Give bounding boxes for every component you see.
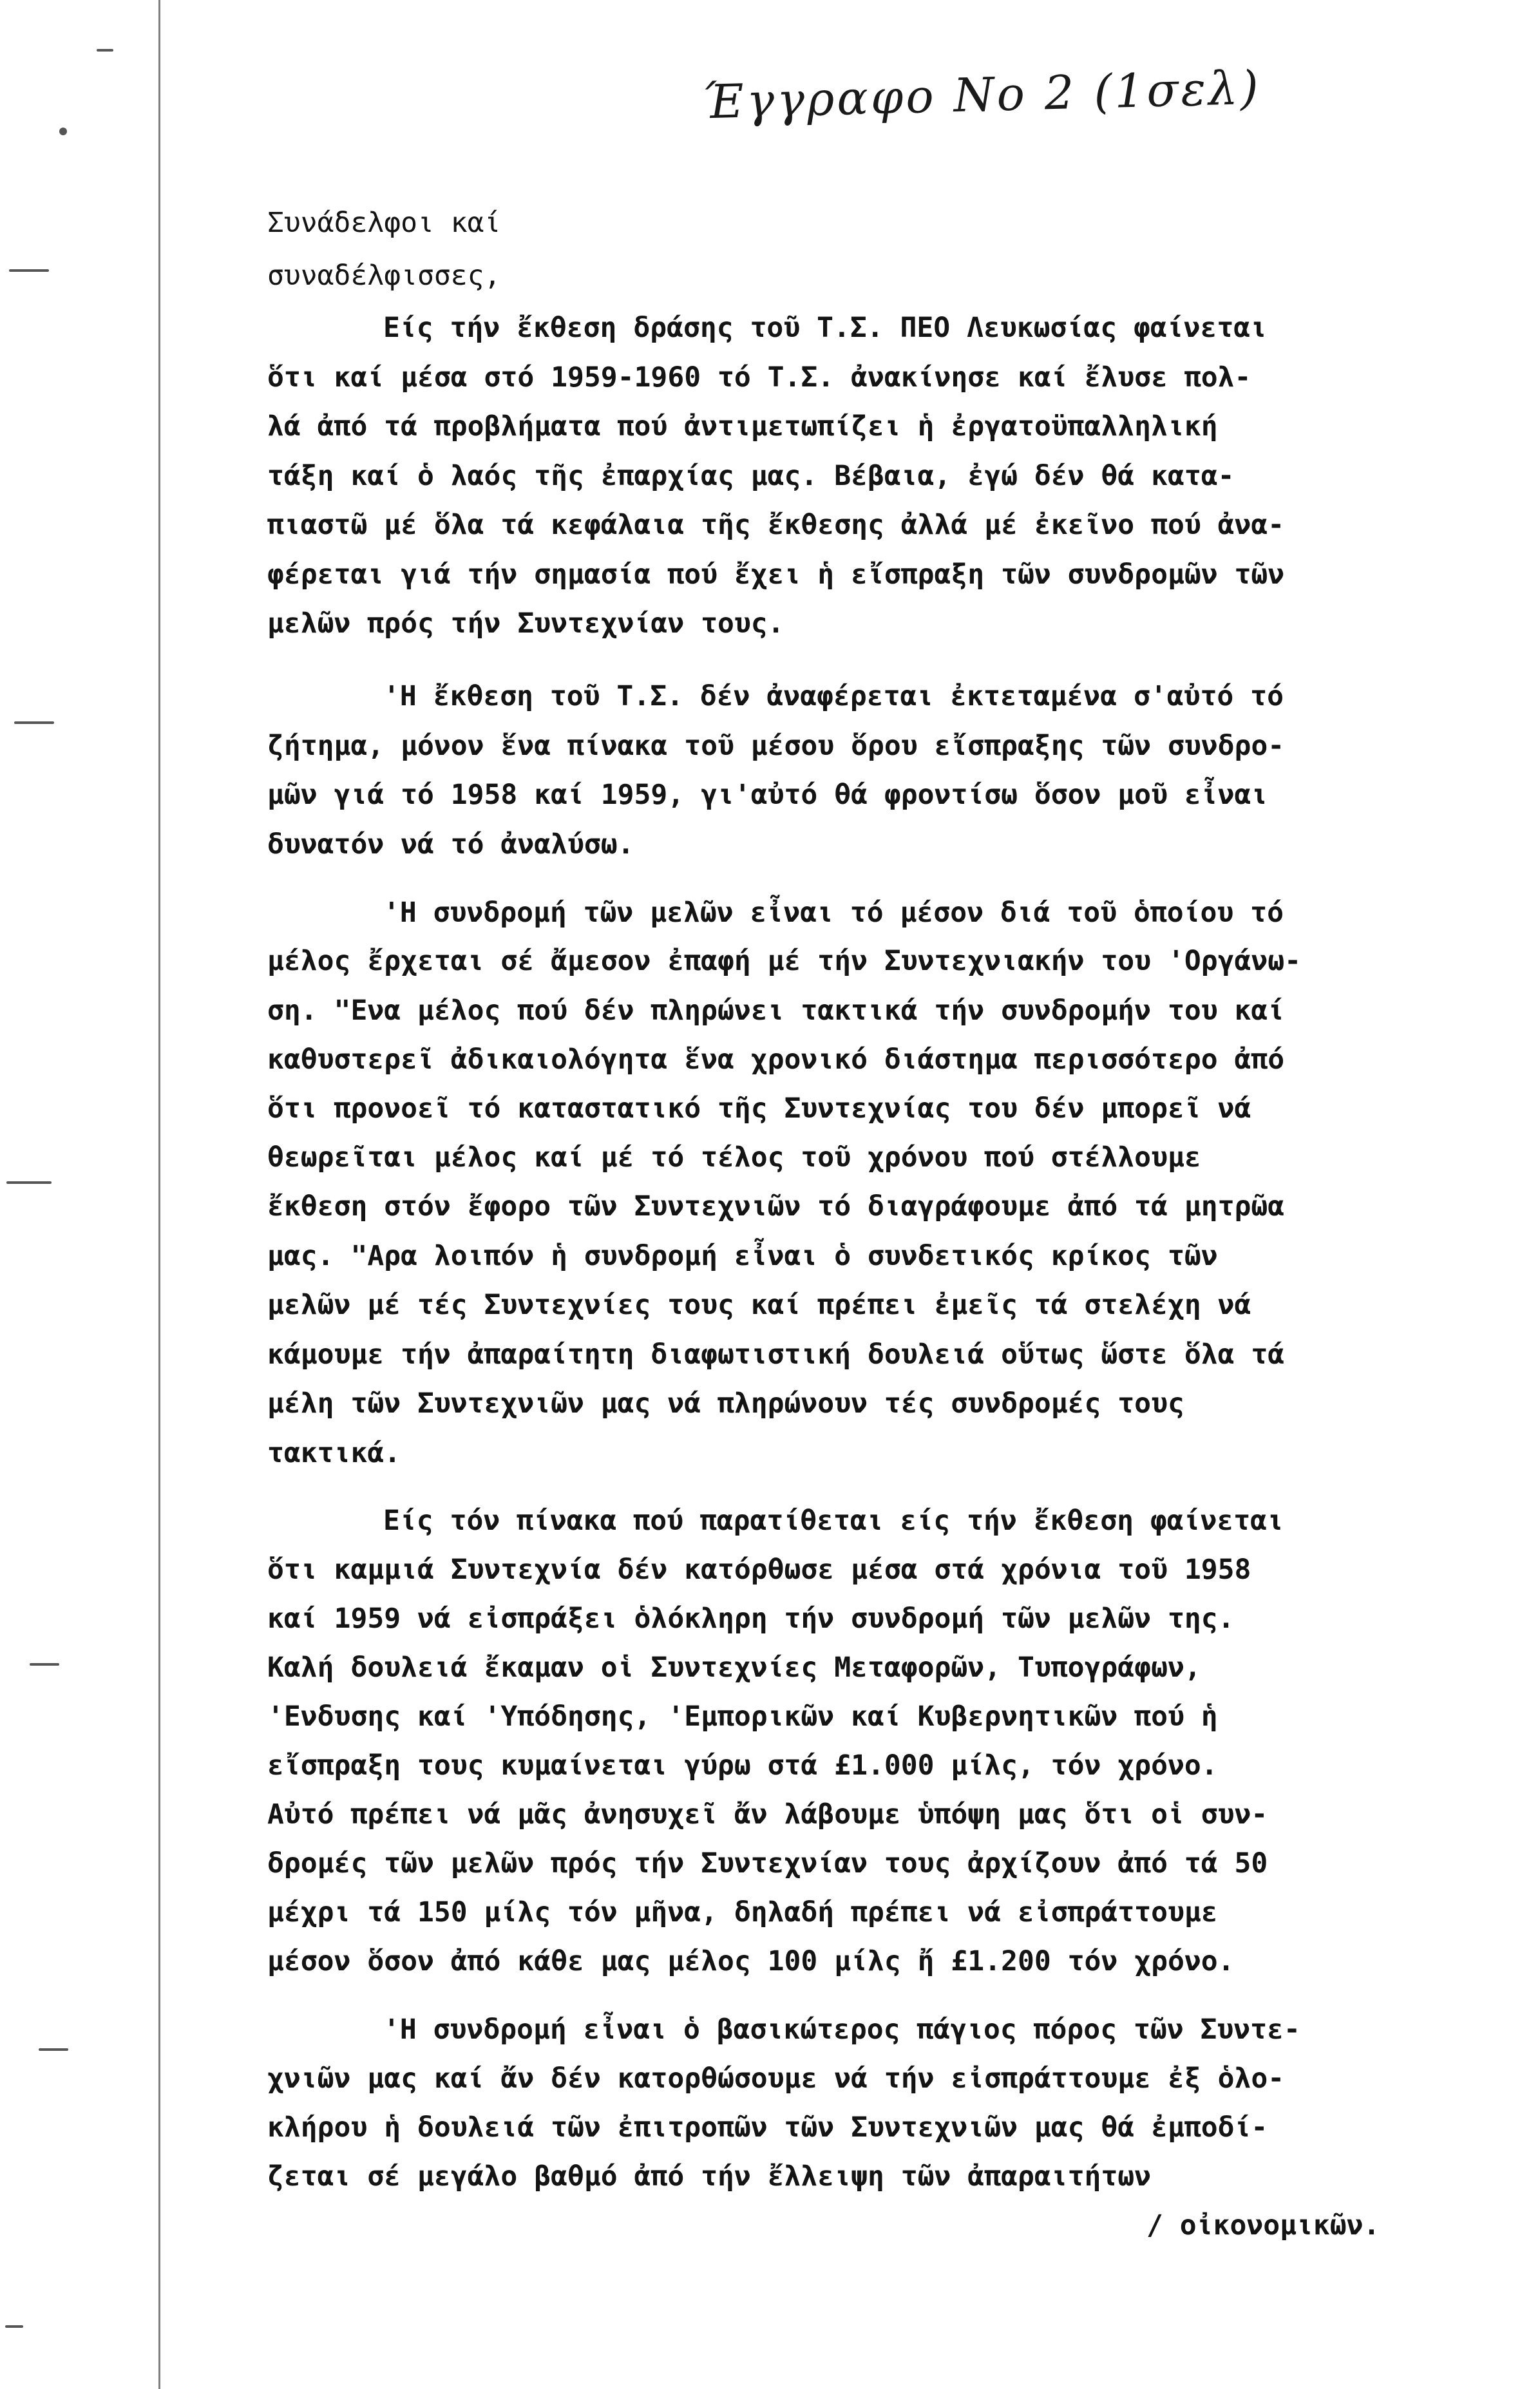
paragraph-line: Καλή δουλειά ἔκαμαν οἱ Συντεχνίες Μεταφορῶν, Τυπογράφων, — [267, 1651, 1201, 1684]
punch-mark — [6, 1181, 52, 1184]
paragraph-line: 'Η συνδρομή εἶναι ὁ βασικώτερος πάγιος πόρος τῶν Συντε- — [383, 2013, 1300, 2046]
paragraph-line: ζεται σέ μεγάλο βαθμό ἀπό τήν ἔλλειψη τῶν ἀπαραιτήτων — [267, 2160, 1152, 2193]
paragraph-line: μελῶν μέ τές Συντεχνίες τους καί πρέπει ἐμεῖς τά στελέχη νά — [267, 1289, 1251, 1321]
paragraph-line: χνιῶν μας καί ἄν δέν κατορθώσουμε νά τήν εἰσπράττουμε ἐξ ὁλο- — [267, 2062, 1285, 2095]
paragraph-line: 'Ενδυσης καί 'Υπόδησης, 'Εμπορικῶν καί Κυβερνητικῶν πού ἡ — [267, 1700, 1218, 1733]
paragraph-line: ὅτι προνοεῖ τό καταστατικό τῆς Συντεχνίας του δέν μπορεῖ νά — [267, 1092, 1251, 1125]
paragraph-line: ἔκθεση στόν ἔφορο τῶν Συντεχνιῶν τό διαγράφουμε ἀπό τά μητρῶα — [267, 1190, 1285, 1223]
paragraph-line: ὅτι καμμιά Συντεχνία δέν κατόρθωσε μέσα στά χρόνια τοῦ 1958 — [267, 1554, 1251, 1586]
paragraph-line: μέλη τῶν Συντεχνιῶν μας νά πληρώνουν τές συνδρομές τους — [267, 1387, 1184, 1420]
salutation-line: συναδέλφισσες, — [267, 260, 501, 292]
binding-line — [158, 0, 160, 2389]
punch-mark — [39, 2048, 68, 2051]
paragraph-line: λά ἀπό τά προβλήματα πού ἀντιμετωπίζει ἡ ἐργατοϋπαλληλική — [267, 410, 1218, 443]
salutation — [267, 196, 500, 302]
paragraph-line: κλήρου ἡ δουλειά τῶν ἐπιτροπῶν τῶν Συντεχνιῶν μας θά ἐμποδί- — [267, 2111, 1268, 2144]
paragraph-line: μῶν γιά τό 1958 καί 1959, γι'αὐτό θά φροντίσω ὅσον μοῦ εἶναι — [267, 779, 1268, 811]
paragraph-line: 'Η συνδρομή τῶν μελῶν εἶναι τό μέσον διά τοῦ ὁποίου τό — [383, 897, 1284, 929]
paragraph-line: μέχρι τά 150 μίλς τόν μῆνα, δηλαδή πρέπει νά εἰσπράττουμε — [267, 1896, 1218, 1928]
punch-mark — [14, 721, 54, 724]
punch-mark — [59, 128, 67, 135]
paragraph-line: 'Η ἔκθεση τοῦ Τ.Σ. δέν ἀναφέρεται ἐκτεταμένα σ'αὐτό τό — [383, 680, 1284, 712]
paragraph-line: καθυστερεῖ ἀδικαιολόγητα ἕνα χρονικό διάστημα περισσότερο ἀπό — [267, 1043, 1285, 1076]
paragraph-line: μελῶν πρός τήν Συντεχνίαν τους. — [267, 607, 784, 640]
page-continuation-text: / οἰκονομικῶν. — [1146, 2209, 1380, 2241]
salutation-line: Συνάδελφοι καί — [267, 207, 501, 239]
punch-mark — [97, 49, 113, 52]
punch-mark — [9, 269, 49, 272]
paragraph-line: Αὐτό πρέπει νά μᾶς ἀνησυχεῖ ἄν λάβουμε ὑπόψη μας ὅτι οἱ συν- — [267, 1798, 1268, 1831]
paragraph-line: τάξη καί ὁ λαός τῆς ἐπαρχίας μας. Βέβαια, ἐγώ δέν θά κατα- — [267, 460, 1235, 492]
paragraph-line: φέρεται γιά τήν σημασία πού ἔχει ἡ εἴσπραξη τῶν συνδρομῶν τῶν — [267, 558, 1285, 591]
paragraph-line: κάμουμε τήν ἀπαραίτητη διαφωτιστική δουλειά οὕτως ὥστε ὅλα τά — [267, 1338, 1285, 1371]
paragraph-line: δυνατόν νά τό ἀναλύσω. — [267, 828, 634, 861]
paragraph-line: μας. "Αρα λοιπόν ἡ συνδρομή εἶναι ὁ συνδετικός κρίκος τῶν — [267, 1240, 1218, 1272]
paragraph-line: Είς τόν πίνακα πού παρατίθεται είς τήν ἔκθεση φαίνεται — [383, 1505, 1284, 1537]
paragraph-line: ζήτημα, μόνον ἕνα πίνακα τοῦ μέσου ὅρου εἴσπραξης τῶν συνδρο- — [267, 730, 1285, 762]
punch-mark — [30, 1663, 59, 1666]
paragraph-line: ὅτι καί μέσα στό 1959-1960 τό Τ.Σ. ἀνακίνησε καί ἔλυσε πολ- — [267, 361, 1251, 394]
paragraph-line: καί 1959 νά εἰσπράξει ὁλόκληρη τήν συνδρομή τῶν μελῶν της. — [267, 1603, 1235, 1635]
handwritten-document-label: Έγγραφο No 2 (1σελ) — [701, 60, 1262, 129]
paragraph-line: μέσον ὅσον ἀπό κάθε μας μέλος 100 μίλς ἤ £1.200 τόν χρόνο. — [267, 1945, 1235, 1977]
paragraph-line: εἴσπραξη τους κυμαίνεται γύρω στά £1.000 μίλς, τόν χρόνο. — [267, 1749, 1218, 1782]
paragraph-line: ση. "Ενα μέλος πού δέν πληρώνει τακτικά τήν συνδρομήν του καί — [267, 995, 1285, 1027]
paragraph-line: θεωρεῖται μέλος καί μέ τό τέλος τοῦ χρόνου πού στέλλουμε — [267, 1141, 1201, 1174]
punch-mark — [5, 2325, 23, 2328]
paragraph-line: πιαστῶ μέ ὅλα τά κεφάλαια τῆς ἔκθεσης ἀλλά μέ ἐκεῖνο πού ἀνα- — [267, 509, 1285, 541]
paragraph-line: Είς τήν ἔκθεση δράσης τοῦ Τ.Σ. ΠΕΟ Λευκωσίας φαίνεται — [383, 312, 1268, 344]
paragraph-line: μέλος ἔρχεται σέ ἄμεσον ἐπαφή μέ τήν Συντεχνιακήν του 'Οργάνω- — [267, 945, 1302, 977]
paragraph-line: δρομές τῶν μελῶν πρός τήν Συντεχνίαν τους ἀρχίζουν ἀπό τά 50 — [267, 1847, 1268, 1880]
paragraph-line: τακτικά. — [267, 1437, 401, 1469]
